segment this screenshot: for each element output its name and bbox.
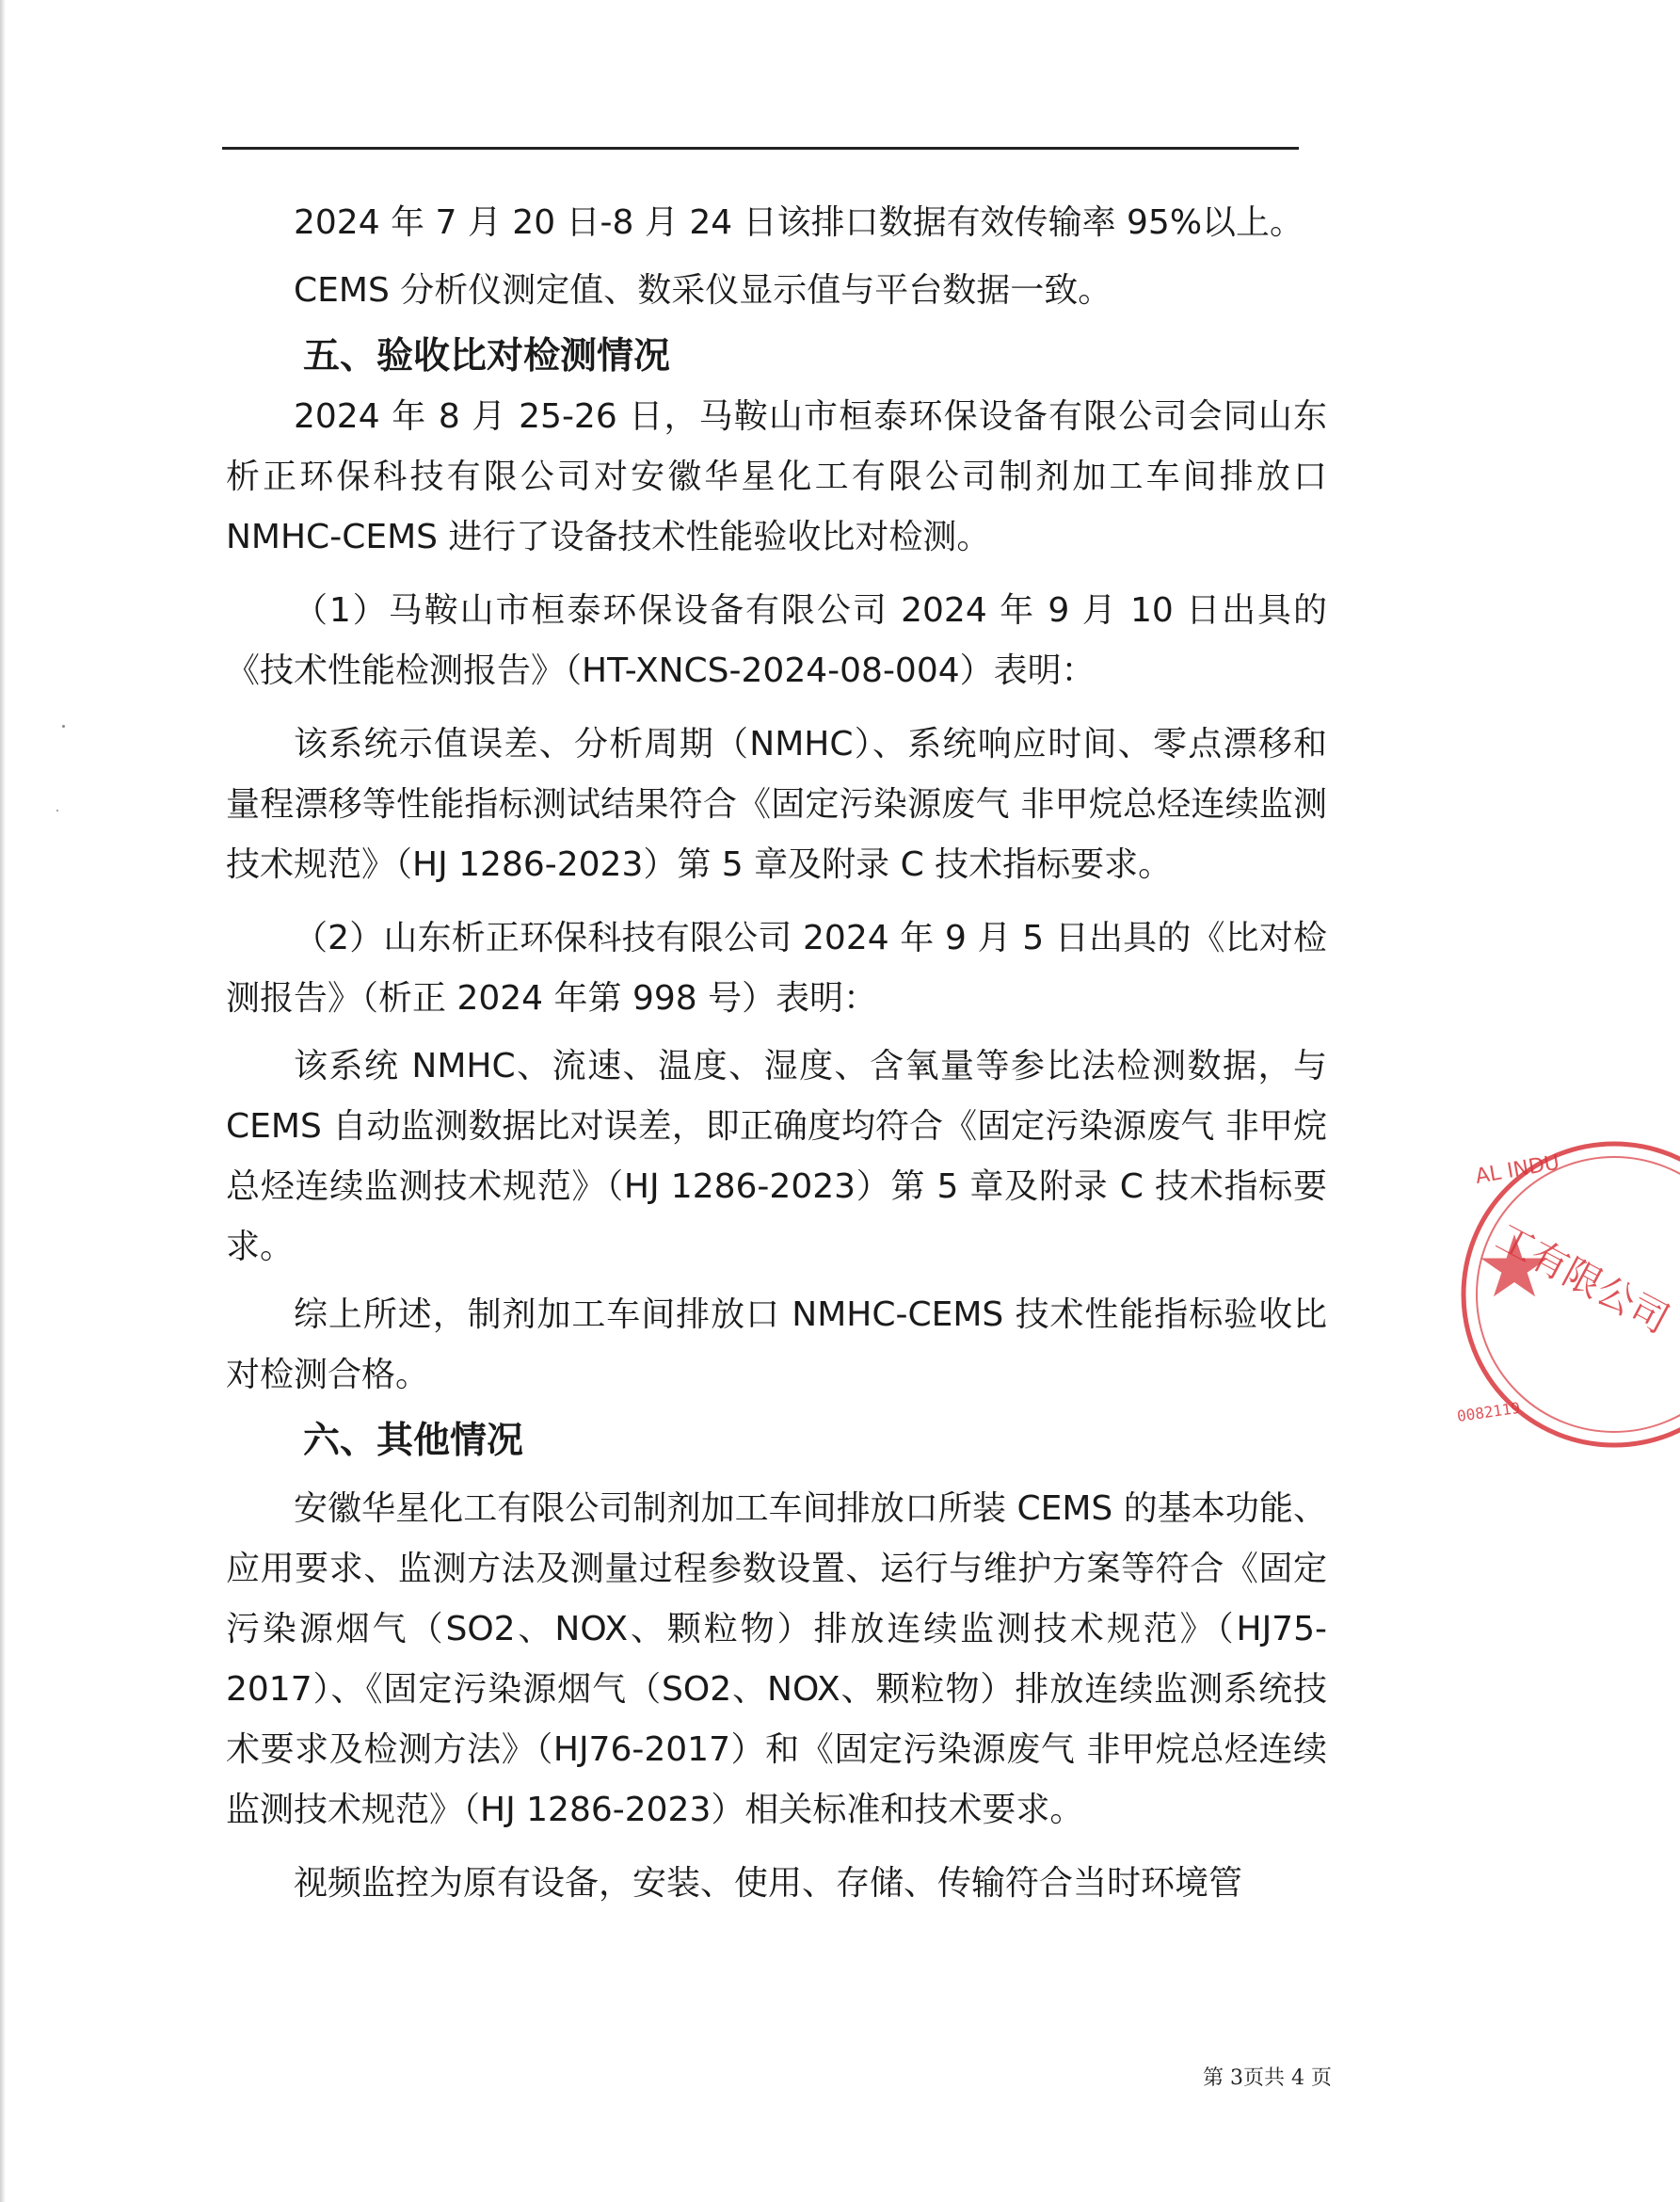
paragraph-video-monitoring: 视频监控为原有设备，安装、使用、存储、传输符合当时环境管 <box>294 1864 1243 1903</box>
section-heading-5: 五、验收比对检测情况 <box>303 335 671 378</box>
document-body <box>226 193 1327 1914</box>
paragraph-other-compliance: 安徽华星化工有限公司制剂加工车间排放口所装 CEMS 的基本功能、应用要求、监测方法及测量过程参数设置、运行与维护方案等符合《固定污染源烟气（SO2、NOX、颗粒物）排放连续监测技术规范》（HJ75-2017）、《固定污染源烟气（SO2、NOX、颗粒物）排放连续监测系统技术要求及检测方法》（HJ76-2017）和《固定污染源废气 非甲烷总烃连续监测技术规范》（HJ 1286-2023）相关标准和技术要求。 <box>226 1489 1327 1829</box>
scan-edge-shadow <box>0 0 6 2202</box>
paragraph-report-2: （2）山东析正环保科技有限公司 2024 年 9 月 5 日出具的《比对检测报告》（析正 2024 年第 998 号）表明： <box>226 919 1327 1018</box>
paragraph-report-1-result: 该系统示值误差、分析周期（NMHC）、系统响应时间、零点漂移和量程漂移等性能指标测试结果符合《固定污染源废气 非甲烷总烃连续监测技术规范》（HJ 1286-2023）第 5 章及附录 C 技术指标要求。 <box>226 725 1327 884</box>
stamp-text-mid: 工有限公司 <box>1489 1215 1676 1342</box>
header-rule <box>222 147 1299 150</box>
stamp-text-bottom: 0082119 <box>1455 1398 1522 1425</box>
paragraph-transmission-rate: 2024 年 7 月 20 日-8 月 24 日该排口数据有效传输率 95%以上。 <box>294 203 1304 242</box>
paragraph-report-1: （1）马鞍山市桓泰环保设备有限公司 2024 年 9 月 10 日出具的《技术性能检测报告》（HT-XNCS-2024-08-004）表明： <box>226 591 1327 690</box>
stamp-text-top: AL INDU <box>1473 1150 1561 1189</box>
page-number: 第 3页共 4 页 <box>1203 2066 1332 2090</box>
scan-speck <box>56 810 58 812</box>
paragraph-cems-consistency: CEMS 分析仪测定值、数采仪显示值与平台数据一致。 <box>294 271 1112 310</box>
section-heading-6: 六、其他情况 <box>303 1420 524 1462</box>
paragraph-report-2-result: 该系统 NMHC、流速、温度、湿度、含氧量等参比法检测数据，与 CEMS 自动监测数据比对误差，即正确度均符合《固定污染源废气 非甲烷总烃连续监测技术规范》（HJ 1286-2023）第 5 章及附录 C 技术指标要求。 <box>226 1047 1327 1266</box>
company-seal-stamp <box>1454 1134 1680 1455</box>
scan-speck <box>62 725 65 728</box>
paragraph-conclusion: 综上所述，制剂加工车间排放口 NMHC-CEMS 技术性能指标验收比对检测合格。 <box>226 1295 1327 1394</box>
paragraph-acceptance-test: 2024 年 8 月 25-26 日，马鞍山市桓泰环保设备有限公司会同山东析正环保科技有限公司对安徽华星化工有限公司制剂加工车间排放口 NMHC-CEMS 进行了设备技术性能验收比对检测。 <box>226 397 1327 556</box>
